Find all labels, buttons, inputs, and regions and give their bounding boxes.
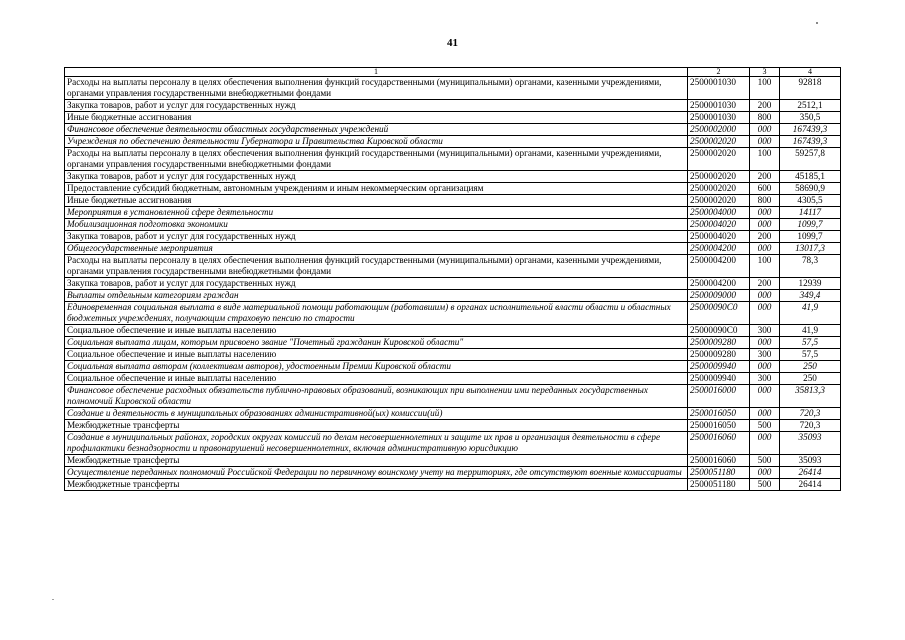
row-type-cell: 300 [750, 373, 780, 385]
row-name-cell: Закупка товаров, работ и услуг для государственных нужд [65, 100, 688, 112]
row-code-cell: 2500004000 [688, 207, 750, 219]
table-row [65, 302, 841, 325]
header-col-1: 1 [65, 68, 688, 77]
row-type-cell: 000 [750, 136, 780, 148]
row-name-cell: Межбюджетные трансферты [65, 479, 688, 491]
row-name-cell: Создание и деятельность в муниципальных образованиях административной(ых) комиссии(ий) [65, 408, 688, 420]
scan-dot-mark [816, 22, 818, 24]
table-row [65, 325, 841, 337]
row-code-cell: 2500016060 [688, 455, 750, 467]
row-type-cell: 500 [750, 479, 780, 491]
row-code-cell: 2500001030 [688, 112, 750, 124]
row-code-cell: 2500009000 [688, 290, 750, 302]
row-name-cell: Учреждения по обеспечению деятельности Губернатора и Правительства Кировской области [65, 136, 688, 148]
row-code-cell: 2500051180 [688, 479, 750, 491]
row-sum-cell: 720,3 [780, 420, 841, 432]
row-sum-cell: 58690,9 [780, 183, 841, 195]
row-name-cell: Предоставление субсидий бюджетным, автономным учреждениям и иным некоммерческим организациям [65, 183, 688, 195]
row-type-cell: 000 [750, 219, 780, 231]
row-type-cell: 000 [750, 467, 780, 479]
row-type-cell: 000 [750, 361, 780, 373]
table-row [65, 77, 841, 100]
table-row [65, 136, 841, 148]
table-row [65, 432, 841, 455]
row-code-cell: 2500004020 [688, 219, 750, 231]
row-type-cell: 000 [750, 207, 780, 219]
row-code-cell: 2500016060 [688, 432, 750, 455]
row-code-cell: 25000090С0 [688, 302, 750, 325]
row-sum-cell: 349,4 [780, 290, 841, 302]
table-row [65, 243, 841, 255]
page-number: 41 [447, 37, 458, 49]
row-code-cell: 2500016000 [688, 385, 750, 408]
row-sum-cell: 4305,5 [780, 195, 841, 207]
scan-corner-mark: . [52, 593, 54, 602]
row-name-cell: Социальная выплата лицам, которым присвоено звание "Почетный гражданин Кировской области" [65, 337, 688, 349]
row-type-cell: 000 [750, 408, 780, 420]
row-code-cell: 2500002020 [688, 195, 750, 207]
table-row [65, 183, 841, 195]
budget-table [64, 67, 841, 491]
row-code-cell: 2500002020 [688, 171, 750, 183]
row-name-cell: Мероприятия в установленной сфере деятельности [65, 207, 688, 219]
row-type-cell: 600 [750, 183, 780, 195]
table-row [65, 455, 841, 467]
row-sum-cell: 35813,3 [780, 385, 841, 408]
row-type-cell: 500 [750, 420, 780, 432]
table-row [65, 479, 841, 491]
row-sum-cell: 45185,1 [780, 171, 841, 183]
row-name-cell: Иные бюджетные ассигнования [65, 195, 688, 207]
table-row [65, 219, 841, 231]
row-code-cell: 2500004200 [688, 243, 750, 255]
table-row [65, 373, 841, 385]
row-sum-cell: 26414 [780, 479, 841, 491]
row-code-cell: 2500001030 [688, 77, 750, 100]
row-sum-cell: 78,3 [780, 255, 841, 278]
row-type-cell: 300 [750, 349, 780, 361]
row-sum-cell: 35093 [780, 432, 841, 455]
row-name-cell: Социальное обеспечение и иные выплаты населению [65, 373, 688, 385]
row-code-cell: 2500051180 [688, 467, 750, 479]
table-row [65, 420, 841, 432]
row-code-cell: 2500002020 [688, 148, 750, 171]
row-type-cell: 300 [750, 325, 780, 337]
row-sum-cell: 57,5 [780, 337, 841, 349]
table-row [65, 290, 841, 302]
row-sum-cell: 1099,7 [780, 219, 841, 231]
row-type-cell: 800 [750, 112, 780, 124]
row-sum-cell: 250 [780, 361, 841, 373]
table-row [65, 255, 841, 278]
table-row [65, 112, 841, 124]
row-sum-cell: 26414 [780, 467, 841, 479]
row-sum-cell: 59257,8 [780, 148, 841, 171]
row-code-cell: 2500009940 [688, 361, 750, 373]
row-code-cell: 2500002020 [688, 136, 750, 148]
table-row [65, 349, 841, 361]
table-row [65, 361, 841, 373]
row-sum-cell: 35093 [780, 455, 841, 467]
row-name-cell: Расходы на выплаты персоналу в целях обеспечения выполнения функций государственными (муниципальными) органами, казенными учреждениями, органами управления государственными внебюджетными фондами [65, 77, 688, 100]
table-row [65, 148, 841, 171]
row-sum-cell: 2512,1 [780, 100, 841, 112]
table-row [65, 124, 841, 136]
header-col-2: 2 [688, 68, 750, 77]
row-sum-cell: 13017,3 [780, 243, 841, 255]
table-row [65, 408, 841, 420]
header-col-3: 3 [750, 68, 780, 77]
row-name-cell: Социальное обеспечение и иные выплаты населению [65, 325, 688, 337]
row-name-cell: Социальное обеспечение и иные выплаты населению [65, 349, 688, 361]
table-row [65, 467, 841, 479]
header-row [65, 68, 841, 77]
row-type-cell: 000 [750, 302, 780, 325]
row-code-cell: 25000090С0 [688, 325, 750, 337]
row-type-cell: 100 [750, 77, 780, 100]
row-sum-cell: 720,3 [780, 408, 841, 420]
row-name-cell: Межбюджетные трансферты [65, 420, 688, 432]
row-code-cell: 2500016050 [688, 408, 750, 420]
row-sum-cell: 167439,3 [780, 136, 841, 148]
row-type-cell: 200 [750, 231, 780, 243]
row-name-cell: Выплаты отдельным категориям граждан [65, 290, 688, 302]
row-name-cell: Социальная выплата авторам (коллективам авторов), удостоенным Премии Кировской области [65, 361, 688, 373]
row-type-cell: 200 [750, 100, 780, 112]
row-type-cell: 100 [750, 255, 780, 278]
row-sum-cell: 12939 [780, 278, 841, 290]
row-name-cell: Закупка товаров, работ и услуг для государственных нужд [65, 171, 688, 183]
row-type-cell: 000 [750, 243, 780, 255]
table-row [65, 278, 841, 290]
row-code-cell: 2500002020 [688, 183, 750, 195]
row-sum-cell: 92818 [780, 77, 841, 100]
row-name-cell: Мобилизационная подготовка экономики [65, 219, 688, 231]
row-sum-cell: 14117 [780, 207, 841, 219]
row-name-cell: Общегосударственные мероприятия [65, 243, 688, 255]
row-name-cell: Финансовое обеспечение деятельности областных государственных учреждений [65, 124, 688, 136]
row-type-cell: 000 [750, 337, 780, 349]
row-sum-cell: 1099,7 [780, 231, 841, 243]
row-name-cell: Создание в муниципальных районах, городских округах комиссий по делам несовершеннолетних и защите их прав и организация деятельности в сфере профилактики безнадзорности и правонарушений несовершеннолетних, включая административную юрисдикцию [65, 432, 688, 455]
row-code-cell: 2500009280 [688, 349, 750, 361]
row-type-cell: 000 [750, 290, 780, 302]
row-type-cell: 200 [750, 171, 780, 183]
row-sum-cell: 41,9 [780, 325, 841, 337]
row-code-cell: 2500004020 [688, 231, 750, 243]
row-type-cell: 000 [750, 124, 780, 136]
row-sum-cell: 57,5 [780, 349, 841, 361]
row-code-cell: 2500001030 [688, 100, 750, 112]
row-sum-cell: 250 [780, 373, 841, 385]
row-type-cell: 800 [750, 195, 780, 207]
row-type-cell: 000 [750, 432, 780, 455]
row-type-cell: 100 [750, 148, 780, 171]
row-name-cell: Осуществление переданных полномочий Российской Федерации по первичному воинскому учету на территориях, где отсутствуют военные комиссариаты [65, 467, 688, 479]
row-code-cell: 2500004200 [688, 278, 750, 290]
table-row [65, 337, 841, 349]
row-sum-cell: 350,5 [780, 112, 841, 124]
table-row [65, 385, 841, 408]
table-row [65, 195, 841, 207]
table-row [65, 207, 841, 219]
table-row [65, 231, 841, 243]
table-row [65, 171, 841, 183]
row-name-cell: Закупка товаров, работ и услуг для государственных нужд [65, 231, 688, 243]
row-type-cell: 500 [750, 455, 780, 467]
row-name-cell: Расходы на выплаты персоналу в целях обеспечения выполнения функций государственными (муниципальными) органами, казенными учреждениями, органами управления государственными внебюджетными фондами [65, 148, 688, 171]
row-code-cell: 2500016050 [688, 420, 750, 432]
table-row [65, 100, 841, 112]
row-type-cell: 000 [750, 385, 780, 408]
row-name-cell: Единовременная социальная выплата в виде материальной помощи работающим (работавшим) в органах исполнительной власти области и областных бюджетных учреждениях, получающим страховую пенсию по старости [65, 302, 688, 325]
row-name-cell: Финансовое обеспечение расходных обязательств публично-правовых образований, возникающих при выполнении ими переданных государственных полномочий Кировской области [65, 385, 688, 408]
row-code-cell: 2500002000 [688, 124, 750, 136]
row-name-cell: Иные бюджетные ассигнования [65, 112, 688, 124]
header-col-4: 4 [780, 68, 841, 77]
row-type-cell: 200 [750, 278, 780, 290]
row-code-cell: 2500009940 [688, 373, 750, 385]
row-name-cell: Расходы на выплаты персоналу в целях обеспечения выполнения функций государственными (муниципальными) органами, казенными учреждениями, органами управления государственными внебюджетными фондами [65, 255, 688, 278]
row-code-cell: 2500009280 [688, 337, 750, 349]
row-code-cell: 2500004200 [688, 255, 750, 278]
row-name-cell: Закупка товаров, работ и услуг для государственных нужд [65, 278, 688, 290]
row-sum-cell: 167439,3 [780, 124, 841, 136]
row-name-cell: Межбюджетные трансферты [65, 455, 688, 467]
row-sum-cell: 41,9 [780, 302, 841, 325]
